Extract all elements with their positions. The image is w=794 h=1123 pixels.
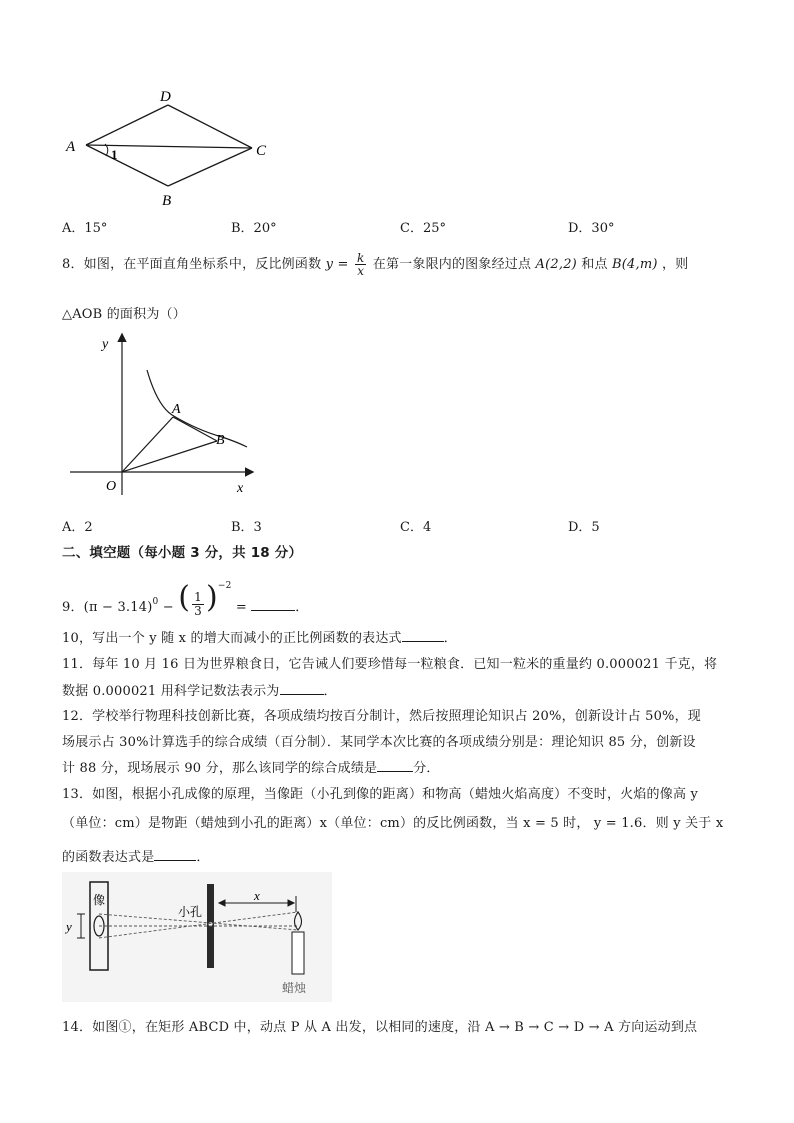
q9-eq: = — [235, 600, 247, 615]
q8-option-d[interactable]: D．5 — [568, 520, 600, 535]
q8-text-pre: 8．如图，在平面直角坐标系中，反比例函数 — [62, 257, 322, 272]
q7-option-a[interactable]: A．15° — [62, 221, 108, 236]
q12-line2: 场展示占 30%计算选手的综合成绩（百分制）．某同学本次比赛的各项成绩分别是：理论知识 85 分，创新设 — [62, 735, 696, 750]
graph-label-y: y — [102, 337, 109, 352]
q8-option-b[interactable]: B．3 — [231, 520, 262, 535]
q9-rparen: ) — [205, 580, 218, 615]
q9-frac-num: 1 — [194, 590, 202, 604]
label-B: B — [162, 193, 172, 209]
q10-end: ． — [443, 631, 457, 646]
q12-line3-wrap — [62, 757, 440, 776]
rhombus-figure — [60, 85, 280, 210]
q13-answer-blank[interactable] — [154, 848, 196, 861]
q11-end: ． — [323, 684, 337, 699]
hyperbola-curve — [147, 370, 247, 447]
q8-option-c[interactable]: C．4 — [400, 520, 432, 535]
q12-line3: 计 88 分，现场展示 90 分，那么该同学的综合成绩是 — [62, 761, 378, 776]
q8-line2: △AOB 的面积为（） — [62, 307, 186, 322]
q9-minus: − — [162, 600, 174, 615]
segment-BC — [168, 148, 252, 186]
q8-frac-num: k — [356, 251, 365, 265]
q9-frac-den: 3 — [194, 604, 202, 618]
q10-answer-blank[interactable] — [402, 629, 444, 642]
q11-line2-wrap — [62, 680, 337, 699]
hyperbola-graph — [62, 330, 262, 500]
q13-line2: （单位：cm）是物距（蜡烛到小孔的距离）x（单位：cm）的反比例函数，当 x = 5 时， y = 1.6．则 y 关于 x — [62, 816, 724, 831]
segment-AB — [86, 145, 168, 186]
q9-question — [62, 578, 309, 618]
q8-point-b: B(4,m) — [612, 257, 658, 272]
q7-option-d[interactable]: D．30° — [568, 221, 615, 236]
q8-option-a[interactable]: A．2 — [62, 520, 93, 535]
label-angle-1: 1 — [111, 147, 118, 162]
segment-DC — [168, 105, 252, 148]
q12-end: 分． — [413, 761, 440, 776]
label-A: A — [66, 139, 76, 155]
q9-answer-blank[interactable] — [251, 598, 295, 611]
q9-lparen: ( — [178, 580, 191, 615]
segment-AD — [86, 105, 168, 145]
q11-line2: 数据 0.000021 用科学记数法表示为 — [62, 684, 280, 699]
q8-frac-den: x — [357, 264, 365, 278]
q8-text-and: 和点 — [581, 257, 608, 272]
graph-label-O: O — [106, 479, 117, 494]
q12-line1: 12．学校举行物理科技创新比赛，各项成绩均按百分制计，然后按照理论知识占 20%，创新设计占 50%，现 — [62, 709, 701, 724]
q8-text-mid: 在第一象限内的图象经过点 — [372, 257, 532, 272]
fig-label-candle: 蜡烛 — [282, 981, 307, 995]
q10-question — [62, 627, 457, 646]
label-D: D — [160, 89, 171, 105]
q9-fraction — [192, 591, 204, 618]
q8-fraction — [355, 252, 366, 277]
q9-exp0: 0 — [152, 596, 159, 607]
q12-answer-blank[interactable] — [377, 759, 413, 772]
q8-func-lhs: y = — [325, 257, 349, 272]
fig-label-y: y — [66, 919, 72, 934]
fig-label-hole: 小孔 — [178, 905, 203, 919]
q13-line3-wrap — [62, 846, 210, 865]
section-title: 二、填空题（每小题 3 分，共 18 分） — [62, 545, 303, 561]
segment-AB — [173, 417, 217, 441]
graph-label-x: x — [237, 481, 244, 496]
q9-prefix: 9．(π − 3.14) — [62, 600, 153, 615]
q7-option-c[interactable]: C．25° — [400, 221, 446, 236]
candle-body — [292, 932, 304, 974]
q13-line3: 的函数表达式是 — [62, 850, 155, 865]
q10-text: 10，写出一个 y 随 x 的增大而减小的正比例函数的表达式 — [62, 631, 402, 646]
q13-end: ． — [196, 850, 210, 865]
q8-text-end: ，则 — [662, 257, 689, 272]
q11-answer-blank[interactable] — [280, 682, 324, 695]
q8-question — [62, 252, 688, 277]
q7-option-b[interactable]: B．20° — [231, 221, 277, 236]
fig-label-image: 像 — [93, 893, 106, 907]
fig-label-x: x — [254, 888, 260, 903]
label-C: C — [256, 143, 267, 159]
q8-point-a: A(2,2) — [535, 257, 577, 272]
q14-line1: 14．如图①，在矩形 ABCD 中，动点 P 从 A 出发，以相同的速度，沿 A → B → C → D → A 方向运动到点 — [62, 1020, 698, 1035]
graph-label-B: B — [216, 433, 225, 448]
q11-line1: 11．每年 10 月 16 日为世界粮食日，它告诫人们要珍惜每一粒粮食．已知一粒米的重量约 0.000021 千克，将 — [62, 657, 718, 672]
graph-label-A: A — [172, 402, 181, 417]
q13-line1: 13．如图，根据小孔成像的原理，当像距（小孔到像的距离）和物高（蜡烛火焰高度）不变时，火焰的像高 y — [62, 787, 699, 802]
q9-end: ． — [295, 600, 309, 615]
pinhole-figure — [62, 872, 332, 1002]
q9-exp2: −2 — [217, 580, 232, 591]
